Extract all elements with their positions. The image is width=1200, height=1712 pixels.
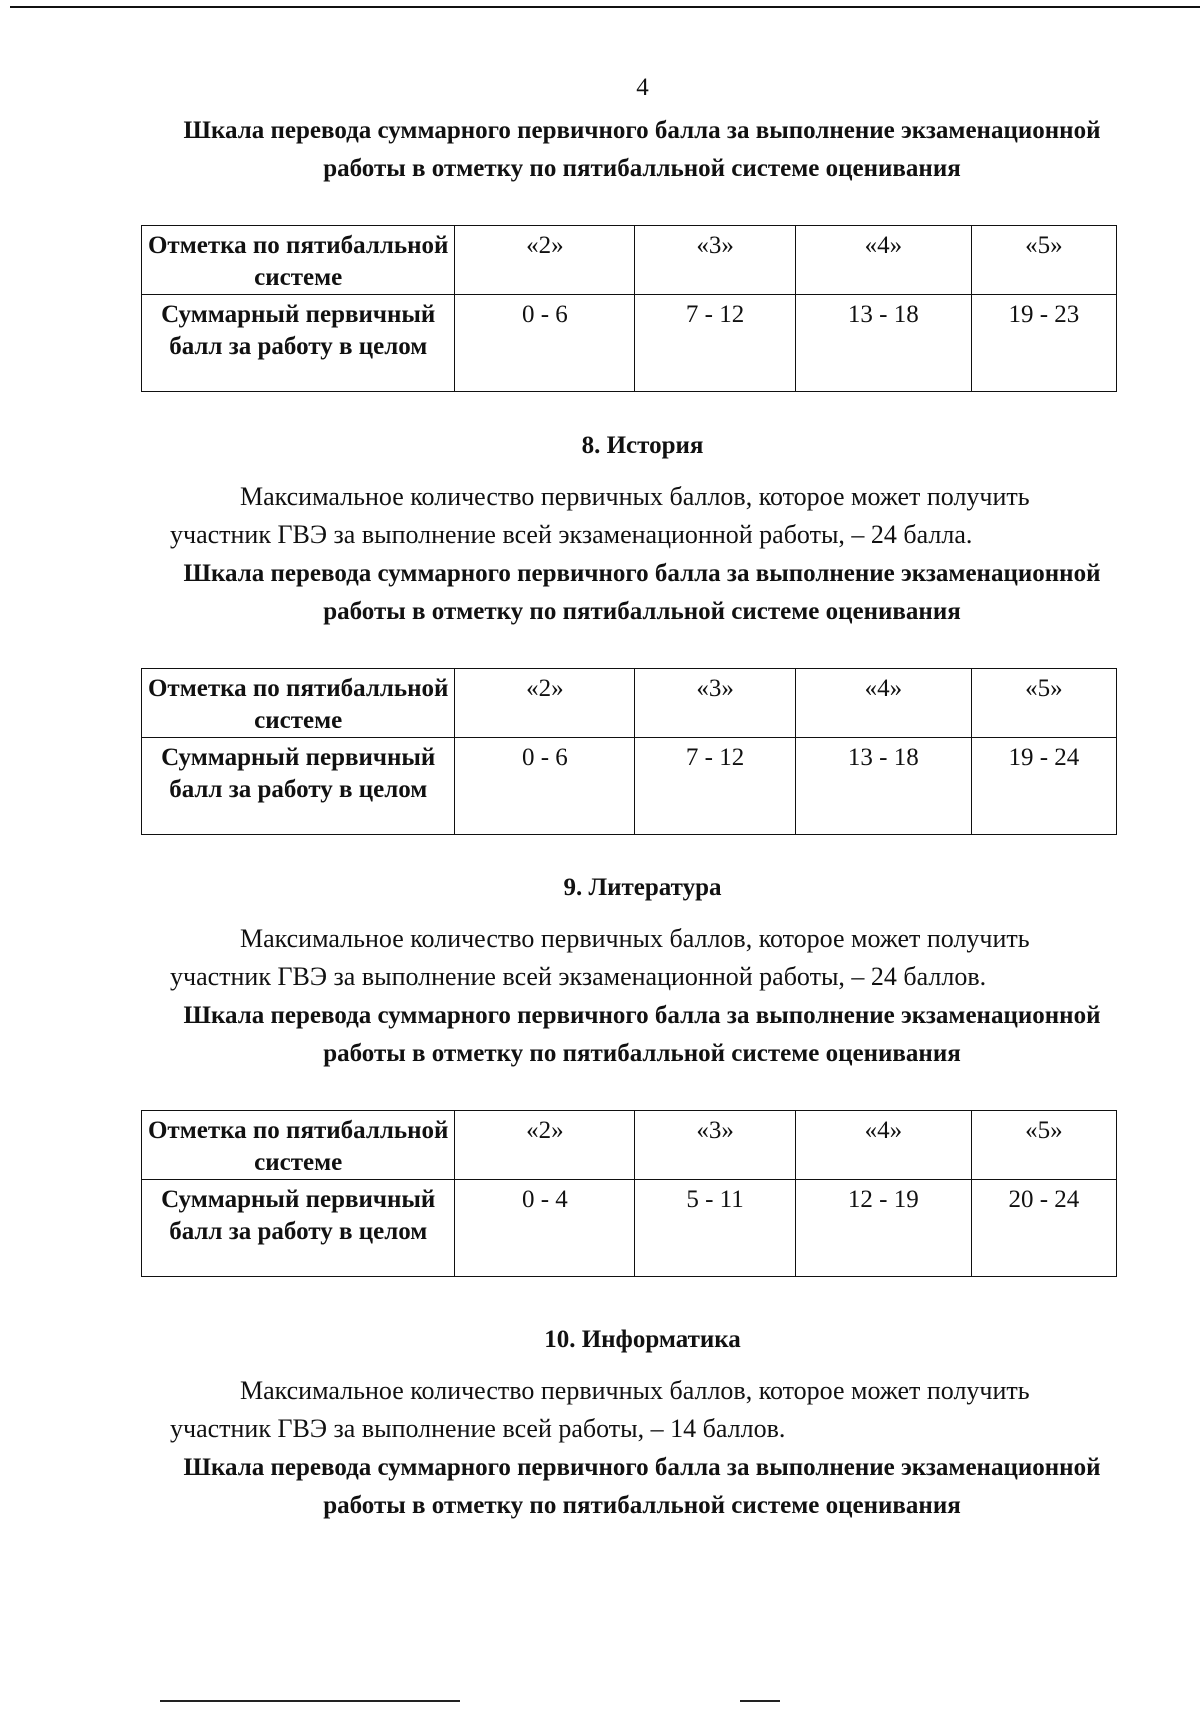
table-row: [142, 1180, 1117, 1277]
score-cell: 0 - 4: [455, 1180, 635, 1277]
grade-scale-table: [141, 225, 1117, 392]
score-cell: 20 - 24: [971, 1180, 1116, 1277]
grade-cell: «4»: [795, 669, 971, 738]
row-label-score: Суммарный первичный балл за работу в целом: [142, 1180, 455, 1277]
score-cell: 13 - 18: [795, 295, 971, 392]
section-title-literature: 9. Литература: [563, 874, 722, 901]
table-row: [142, 1111, 1117, 1180]
section-title-informatics: 10. Информатика: [544, 1326, 741, 1353]
row-label-score: Суммарный первичный балл за работу в целом: [142, 295, 455, 392]
grade-cell: «3»: [635, 1111, 796, 1180]
grade-cell: «3»: [635, 669, 796, 738]
scale-heading: Шкала перевода суммарного первичного балла за выполнение экзаменационной работы в отметку по пятибалльной системе оценивания: [183, 560, 1101, 625]
table-row: [142, 226, 1117, 295]
grade-cell: «5»: [971, 226, 1116, 295]
section-title-history: 8. История: [581, 432, 704, 459]
grade-cell: «5»: [971, 669, 1116, 738]
scale-heading: Шкала перевода суммарного первичного балла за выполнение экзаменационной работы в отметку по пятибалльной системе оценивания: [183, 1002, 1101, 1067]
grade-cell: «2»: [455, 669, 635, 738]
score-cell: 13 - 18: [795, 738, 971, 835]
row-label-grade: Отметка по пятибалльной системе: [142, 226, 455, 295]
page-number: 4: [636, 74, 649, 101]
score-cell: 7 - 12: [635, 738, 796, 835]
grade-cell: «4»: [795, 226, 971, 295]
score-cell: 12 - 19: [795, 1180, 971, 1277]
max-score-paragraph: [170, 1372, 1120, 1448]
scale-heading: Шкала перевода суммарного первичного балла за выполнение экзаменационной работы в отметку по пятибалльной системе оценивания: [183, 1454, 1101, 1519]
table-row: [142, 669, 1117, 738]
grade-cell: «2»: [455, 1111, 635, 1180]
max-score-text: Максимальное количество первичных баллов, которое может получить участник ГВЭ за выполнение всей экзаменационной работы, – 24 баллов.: [170, 924, 1030, 991]
max-score-text: Максимальное количество первичных баллов, которое может получить участник ГВЭ за выполнение всей экзаменационной работы, – 24 балла.: [170, 482, 1030, 549]
grade-cell: «4»: [795, 1111, 971, 1180]
scale-heading: Шкала перевода суммарного первичного балла за выполнение экзаменационной работы в отметку по пятибалльной системе оценивания: [183, 117, 1101, 182]
row-label-grade: Отметка по пятибалльной системе: [142, 1111, 455, 1180]
max-score-text: Максимальное количество первичных баллов, которое может получить участник ГВЭ за выполнение всей работы, – 14 баллов.: [170, 1376, 1030, 1443]
table-row: [142, 738, 1117, 835]
row-label-score: Суммарный первичный балл за работу в целом: [142, 738, 455, 835]
row-label-grade: Отметка по пятибалльной системе: [142, 669, 455, 738]
max-score-paragraph: [170, 920, 1120, 996]
grade-scale-table-history: [141, 668, 1117, 835]
grade-cell: «2»: [455, 226, 635, 295]
score-cell: 7 - 12: [635, 295, 796, 392]
footer-line: [740, 1700, 780, 1702]
grade-cell: «5»: [971, 1111, 1116, 1180]
grade-scale-table-literature: [141, 1110, 1117, 1277]
footer-line: [160, 1700, 460, 1702]
score-cell: 19 - 24: [971, 738, 1116, 835]
table-row: [142, 295, 1117, 392]
top-border-line: [10, 6, 1200, 8]
score-cell: 5 - 11: [635, 1180, 796, 1277]
max-score-paragraph: [170, 478, 1120, 554]
score-cell: 0 - 6: [455, 738, 635, 835]
score-cell: 19 - 23: [971, 295, 1116, 392]
score-cell: 0 - 6: [455, 295, 635, 392]
grade-cell: «3»: [635, 226, 796, 295]
